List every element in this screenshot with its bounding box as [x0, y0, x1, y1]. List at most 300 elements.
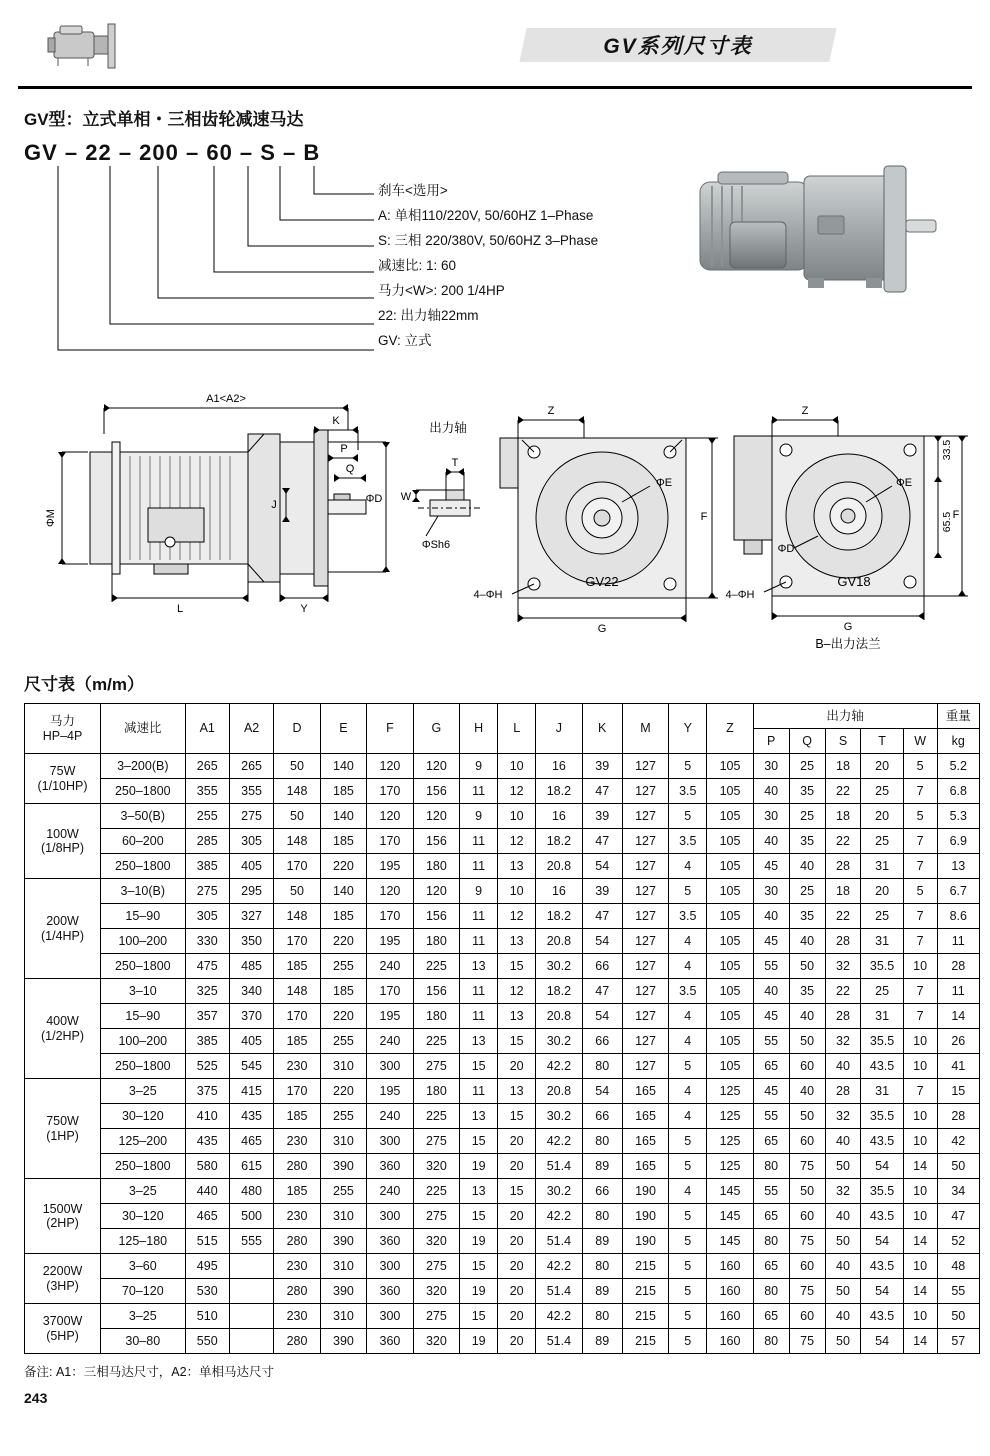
cell-value: 11 — [460, 904, 498, 929]
cell-ratio: 250–1800 — [101, 1154, 186, 1179]
cell-hp — [25, 804, 101, 879]
cell-value: 255 — [320, 1029, 366, 1054]
cell-value: 215 — [622, 1304, 668, 1329]
label-phi-m: ΦM — [45, 509, 57, 527]
cell-value: 160 — [707, 1329, 753, 1354]
cell-value: 10 — [903, 954, 937, 979]
cell-value: 415 — [229, 1079, 273, 1104]
cell-value: 25 — [789, 879, 825, 904]
cell-value: 180 — [413, 854, 459, 879]
cell-value: 195 — [367, 854, 413, 879]
cell-value: 375 — [185, 1079, 229, 1104]
cell-value: 405 — [229, 854, 273, 879]
cell-value: 360 — [367, 1329, 413, 1354]
cell-value: 4 — [669, 854, 707, 879]
table-row — [25, 1054, 980, 1079]
cell-value: 327 — [229, 904, 273, 929]
cell-value: 65 — [753, 1254, 789, 1279]
cell-value: 127 — [622, 779, 668, 804]
cell-value: 54 — [582, 854, 622, 879]
cell-value: 12 — [498, 779, 536, 804]
cell-value: 305 — [229, 829, 273, 854]
cell-value: 140 — [320, 879, 366, 904]
cell-value: 80 — [753, 1154, 789, 1179]
table-header-row-1 — [25, 704, 980, 729]
cell-value: 89 — [582, 1229, 622, 1254]
cell-value: 35 — [789, 979, 825, 1004]
cell-value: 6.7 — [937, 879, 979, 904]
cell-value: 65 — [753, 1304, 789, 1329]
th-t: T — [861, 729, 903, 754]
cell-value: 435 — [229, 1104, 273, 1129]
cell-value: 28 — [937, 1104, 979, 1129]
cell-value: 43.5 — [861, 1254, 903, 1279]
cell-value: 300 — [367, 1204, 413, 1229]
cell-value: 15 — [460, 1304, 498, 1329]
cell-value: 13 — [498, 929, 536, 954]
cell-value: 360 — [367, 1279, 413, 1304]
cell-ratio: 3–200(B) — [101, 754, 186, 779]
cell-value: 20.8 — [536, 1004, 582, 1029]
cell-value: 14 — [903, 1279, 937, 1304]
cell-value: 5 — [669, 1304, 707, 1329]
cell-value: 22 — [825, 779, 861, 804]
cell-value: 40 — [789, 929, 825, 954]
cell-value: 32 — [825, 1179, 861, 1204]
cell-value: 125 — [707, 1154, 753, 1179]
cell-value: 4 — [669, 1029, 707, 1054]
cell-value: 390 — [320, 1279, 366, 1304]
cell-value: 13 — [460, 1029, 498, 1054]
cell-value: 20 — [498, 1329, 536, 1354]
drawings-svg — [18, 390, 974, 656]
cell-value: 50 — [825, 1329, 861, 1354]
cell-value: 22 — [825, 979, 861, 1004]
cell-value: 170 — [274, 929, 320, 954]
cell-hp-imperial: (1/8HP) — [40, 841, 85, 855]
cell-value: 7 — [903, 854, 937, 879]
table-row — [25, 1104, 980, 1129]
cell-value: 15 — [498, 1104, 536, 1129]
cell-value: 6.9 — [937, 829, 979, 854]
th-hp — [25, 704, 101, 754]
cell-value: 66 — [582, 954, 622, 979]
cell-value: 15 — [460, 1054, 498, 1079]
cell-ratio: 3–25 — [101, 1304, 186, 1329]
cell-value: 127 — [622, 854, 668, 879]
cell-value: 60 — [789, 1054, 825, 1079]
cell-value: 120 — [367, 879, 413, 904]
cell-value: 440 — [185, 1179, 229, 1204]
cell-value: 515 — [185, 1229, 229, 1254]
cell-value: 3.5 — [669, 779, 707, 804]
th-p: P — [753, 729, 789, 754]
cell-value: 310 — [320, 1204, 366, 1229]
cell-value: 280 — [274, 1279, 320, 1304]
cell-value: 47 — [582, 779, 622, 804]
cell-value: 165 — [622, 1079, 668, 1104]
cell-value: 500 — [229, 1204, 273, 1229]
th-a1: A1 — [185, 704, 229, 754]
cell-value: 41 — [937, 1054, 979, 1079]
cell-value: 35.5 — [861, 1179, 903, 1204]
cell-value: 305 — [185, 904, 229, 929]
cell-value: 40 — [753, 779, 789, 804]
cell-value: 34 — [937, 1179, 979, 1204]
cell-value: 28 — [825, 1079, 861, 1104]
cell-value: 45 — [753, 929, 789, 954]
cell-value: 18.2 — [536, 829, 582, 854]
cell-hp-watts: 200W — [46, 914, 79, 929]
cell-value: 120 — [413, 754, 459, 779]
cell-value: 16 — [536, 879, 582, 904]
cell-value: 42 — [937, 1129, 979, 1154]
cell-value: 148 — [274, 904, 320, 929]
table-row — [25, 979, 980, 1004]
cell-value: 15 — [498, 1029, 536, 1054]
cell-value: 54 — [861, 1329, 903, 1354]
cell-value: 32 — [825, 1029, 861, 1054]
cell-value: 148 — [274, 829, 320, 854]
cell-value: 105 — [707, 879, 753, 904]
cell-value: 240 — [367, 954, 413, 979]
cell-hp-imperial: (1/4HP) — [40, 928, 85, 943]
cell-value: 66 — [582, 1029, 622, 1054]
table-row — [25, 1304, 980, 1329]
cell-value: 40 — [825, 1254, 861, 1279]
cell-value: 105 — [707, 1054, 753, 1079]
cell-value: 405 — [229, 1029, 273, 1054]
cell-value: 185 — [274, 1029, 320, 1054]
cell-ratio: 100–200 — [101, 1029, 186, 1054]
cell-value: 148 — [274, 979, 320, 1004]
cell-value: 300 — [367, 1254, 413, 1279]
cell-value: 10 — [903, 1204, 937, 1229]
cell-value: 410 — [185, 1104, 229, 1129]
cell-value: 7 — [903, 1004, 937, 1029]
cell-value: 52 — [937, 1229, 979, 1254]
cell-value: 15 — [498, 954, 536, 979]
cell-value: 25 — [861, 979, 903, 1004]
cell-value: 89 — [582, 1154, 622, 1179]
th-w: W — [903, 729, 937, 754]
cell-value: 390 — [320, 1154, 366, 1179]
cell-value: 545 — [229, 1054, 273, 1079]
label-phi-e-gv18: ΦE — [895, 477, 913, 489]
th-hp-line2: HP–4P — [42, 728, 83, 743]
cell-value: 275 — [413, 1129, 459, 1154]
cell-value: 51.4 — [536, 1229, 582, 1254]
cell-value: 140 — [320, 804, 366, 829]
cell-value: 165 — [622, 1154, 668, 1179]
table-row — [25, 954, 980, 979]
cell-value: 14 — [903, 1154, 937, 1179]
cell-value: 48 — [937, 1254, 979, 1279]
legend-item-brake: 刹车<选用> — [378, 183, 448, 198]
cell-value: 5 — [669, 1329, 707, 1354]
table-row — [25, 1154, 980, 1179]
cell-value: 170 — [367, 904, 413, 929]
cell-value: 19 — [460, 1154, 498, 1179]
cell-value: 10 — [903, 1254, 937, 1279]
table-row — [25, 1029, 980, 1054]
cell-value: 145 — [707, 1229, 753, 1254]
cell-ratio: 30–120 — [101, 1204, 186, 1229]
cell-value: 320 — [413, 1279, 459, 1304]
cell-value: 11 — [460, 979, 498, 1004]
cell-value: 127 — [622, 1054, 668, 1079]
cell-value: 19 — [460, 1279, 498, 1304]
cell-value: 42.2 — [536, 1129, 582, 1154]
label-j: J — [271, 499, 277, 511]
cell-value: 355 — [229, 779, 273, 804]
cell-value: 11 — [460, 929, 498, 954]
cell-value: 10 — [903, 1179, 937, 1204]
th-q: Q — [789, 729, 825, 754]
table-title: 尺寸表（m/m） — [24, 675, 144, 694]
cell-ratio: 250–1800 — [101, 1054, 186, 1079]
cell-value: 15 — [937, 1079, 979, 1104]
cell-value: 18.2 — [536, 779, 582, 804]
cell-value: 330 — [185, 929, 229, 954]
label-a1-a2: A1<A2> — [206, 393, 246, 405]
table-row — [25, 854, 980, 879]
cell-value: 35.5 — [861, 1104, 903, 1129]
cell-value: 5 — [669, 1279, 707, 1304]
cell-hp-imperial: (1/2HP) — [40, 1028, 85, 1043]
cell-value: 54 — [582, 929, 622, 954]
th-f: F — [367, 704, 413, 754]
cell-value: 255 — [320, 1179, 366, 1204]
table-row — [25, 1254, 980, 1279]
cell-value: 550 — [185, 1329, 229, 1354]
cell-value: 7 — [903, 1079, 937, 1104]
cell-value: 105 — [707, 829, 753, 854]
cell-value: 105 — [707, 1004, 753, 1029]
cell-value: 31 — [861, 929, 903, 954]
cell-value: 43.5 — [861, 1129, 903, 1154]
table-row — [25, 1079, 980, 1104]
cell-value: 25 — [861, 779, 903, 804]
cell-ratio: 3–10(B) — [101, 879, 186, 904]
cell-value: 485 — [229, 954, 273, 979]
cell-value: 5 — [903, 879, 937, 904]
cell-value: 105 — [707, 779, 753, 804]
label-output-shaft: 出力轴 — [429, 421, 467, 435]
cell-value: 47 — [582, 904, 622, 929]
cell-value: 105 — [707, 904, 753, 929]
cell-value: 40 — [825, 1054, 861, 1079]
table-row — [25, 804, 980, 829]
cell-value: 12 — [498, 979, 536, 1004]
cell-value: 148 — [274, 779, 320, 804]
cell-value: 127 — [622, 754, 668, 779]
th-d: D — [274, 704, 320, 754]
cell-value: 18.2 — [536, 979, 582, 1004]
cell-value: 280 — [274, 1329, 320, 1354]
dimension-drawings — [18, 390, 972, 660]
cell-hp-watts: 400W — [46, 1014, 79, 1029]
th-g: G — [413, 704, 459, 754]
label-y: Y — [300, 603, 308, 615]
cell-value: 54 — [861, 1154, 903, 1179]
cell-value: 195 — [367, 929, 413, 954]
cell-value: 9 — [460, 879, 498, 904]
th-s: S — [825, 729, 861, 754]
legend-item-shaft: 22: 出力轴22mm — [378, 308, 479, 323]
cell-value: 47 — [582, 979, 622, 1004]
legend-item-type: GV: 立式 — [378, 333, 432, 348]
cell-ratio: 15–90 — [101, 904, 186, 929]
cell-value: 127 — [622, 1004, 668, 1029]
cell-value: 230 — [274, 1054, 320, 1079]
cell-hp-watts: 1500W — [42, 1201, 83, 1216]
cell-value: 55 — [753, 1029, 789, 1054]
label-phi-sh6: ΦSh6 — [421, 539, 451, 551]
cell-value: 255 — [185, 804, 229, 829]
cell-value: 80 — [753, 1229, 789, 1254]
label-l: L — [176, 603, 184, 615]
cell-value: 4 — [669, 929, 707, 954]
cell-value: 45 — [753, 1079, 789, 1104]
cell-ratio: 250–1800 — [101, 779, 186, 804]
cell-value: 5 — [669, 1204, 707, 1229]
cell-value: 160 — [707, 1304, 753, 1329]
cell-value: 185 — [274, 954, 320, 979]
cell-value: 75 — [789, 1154, 825, 1179]
cell-value: 54 — [861, 1279, 903, 1304]
cell-hp-imperial: (1HP) — [46, 1128, 79, 1143]
table-row — [25, 1204, 980, 1229]
th-k: K — [582, 704, 622, 754]
cell-value: 390 — [320, 1229, 366, 1254]
table-row — [25, 1329, 980, 1354]
cell-value: 170 — [274, 1004, 320, 1029]
cell-value: 32 — [825, 1104, 861, 1129]
label-t: T — [451, 457, 459, 469]
cell-value: 60 — [789, 1204, 825, 1229]
model-code-leader-lines — [18, 136, 378, 386]
cell-value: 120 — [413, 879, 459, 904]
label-z-gv22: Z — [547, 405, 555, 417]
cell-value: 325 — [185, 979, 229, 1004]
cell-value: 20 — [498, 1129, 536, 1154]
cell-value: 19 — [460, 1329, 498, 1354]
label-4-phi-h-gv18: 4–ΦH — [725, 589, 755, 601]
cell-value: 51.4 — [536, 1154, 582, 1179]
cell-value: 5 — [669, 1154, 707, 1179]
cell-value: 10 — [903, 1304, 937, 1329]
cell-value: 3.5 — [669, 904, 707, 929]
cell-value: 145 — [707, 1179, 753, 1204]
cell-value: 20.8 — [536, 854, 582, 879]
cell-value: 11 — [937, 929, 979, 954]
cell-value: 180 — [413, 929, 459, 954]
cell-hp-imperial: (1/10HP) — [37, 778, 88, 793]
cell-value: 525 — [185, 1054, 229, 1079]
cell-hp-imperial: (3HP) — [46, 1278, 79, 1293]
cell-value: 80 — [753, 1329, 789, 1354]
cell-value: 15 — [460, 1204, 498, 1229]
label-f-gv22: F — [700, 511, 708, 523]
legend-item-three-phase: S: 三相 220/380V, 50/60HZ 3–Phase — [378, 233, 599, 248]
cell-value: 310 — [320, 1129, 366, 1154]
cell-value: 14 — [937, 1004, 979, 1029]
cell-hp — [25, 1079, 101, 1179]
cell-value: 12 — [498, 904, 536, 929]
cell-value: 7 — [903, 779, 937, 804]
cell-value: 19 — [460, 1229, 498, 1254]
label-k: K — [332, 415, 340, 427]
cell-value: 465 — [185, 1204, 229, 1229]
cell-value: 8.6 — [937, 904, 979, 929]
cell-value: 105 — [707, 979, 753, 1004]
cell-value: 50 — [825, 1229, 861, 1254]
th-kg: kg — [937, 729, 979, 754]
cell-value: 20 — [498, 1254, 536, 1279]
cell-value: 105 — [707, 929, 753, 954]
cell-value — [229, 1279, 273, 1304]
th-j: J — [536, 704, 582, 754]
cell-value: 340 — [229, 979, 273, 1004]
cell-value: 50 — [789, 954, 825, 979]
cell-ratio: 250–1800 — [101, 954, 186, 979]
cell-value: 11 — [460, 1004, 498, 1029]
cell-value: 320 — [413, 1154, 459, 1179]
cell-value: 45 — [753, 1004, 789, 1029]
cell-value: 11 — [460, 1079, 498, 1104]
cell-ratio: 3–10 — [101, 979, 186, 1004]
cell-value: 580 — [185, 1154, 229, 1179]
cell-value: 220 — [320, 1004, 366, 1029]
cell-value: 225 — [413, 1179, 459, 1204]
cell-value: 185 — [320, 779, 366, 804]
cell-value: 11 — [460, 854, 498, 879]
cell-value: 190 — [622, 1229, 668, 1254]
label-4-phi-h-gv22: 4–ΦH — [473, 589, 503, 601]
cell-value: 105 — [707, 754, 753, 779]
cell-value: 13 — [460, 1179, 498, 1204]
cell-value: 280 — [274, 1154, 320, 1179]
cell-value: 360 — [367, 1229, 413, 1254]
cell-value: 5 — [669, 1254, 707, 1279]
label-p: P — [340, 443, 348, 455]
table-row — [25, 929, 980, 954]
cell-value: 357 — [185, 1004, 229, 1029]
cell-hp-watts: 2200W — [42, 1264, 83, 1279]
cell-value: 10 — [498, 754, 536, 779]
th-h: H — [460, 704, 498, 754]
cell-value: 156 — [413, 779, 459, 804]
th-z: Z — [707, 704, 753, 754]
cell-value: 225 — [413, 1104, 459, 1129]
cell-value: 30.2 — [536, 1104, 582, 1129]
cell-value: 160 — [707, 1254, 753, 1279]
label-phi-d-gv18: ΦD — [777, 543, 795, 555]
label-z-gv18: Z — [801, 405, 809, 417]
table-row — [25, 1279, 980, 1304]
th-a2: A2 — [229, 704, 273, 754]
cell-value: 75 — [789, 1229, 825, 1254]
cell-hp-imperial: (2HP) — [46, 1216, 79, 1230]
cell-value: 50 — [789, 1029, 825, 1054]
cell-value: 190 — [622, 1179, 668, 1204]
cell-value: 28 — [825, 1004, 861, 1029]
page-title: GV型：立式单相・三相齿轮减速马达 — [24, 110, 304, 129]
cell-value — [229, 1329, 273, 1354]
cell-value: 127 — [622, 829, 668, 854]
cell-value: 39 — [582, 804, 622, 829]
